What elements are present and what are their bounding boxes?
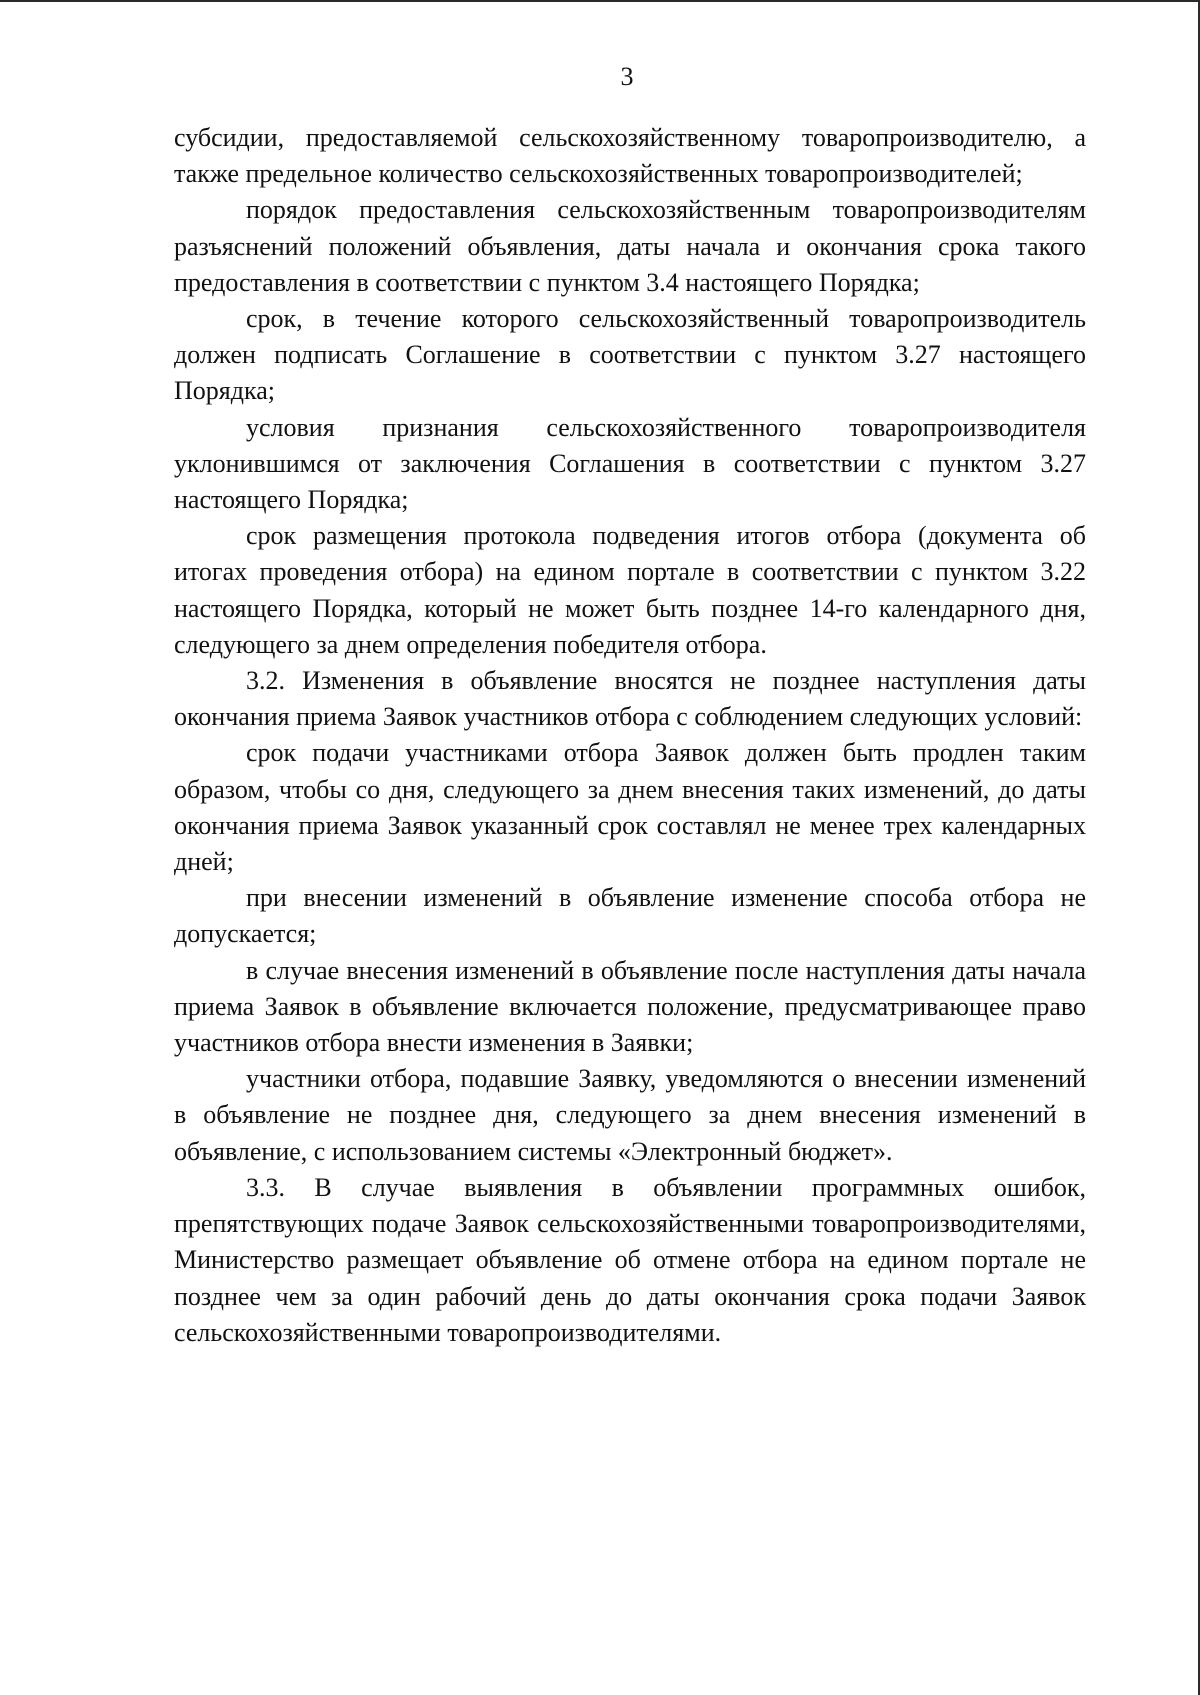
paragraph: порядок предоставления сельскохозяйственным товаропроизводителям разъяснений положений объявления, даты начала и окончания срока такого предоставления в соответствии с пунктом 3.4 настоящего Порядка; xyxy=(174,195,1086,297)
paragraph-section-3-2: 3.2. Изменения в объявление вносятся не позднее наступления даты окончания приема Заявок участников отбора с соблюдением следующих условий: xyxy=(174,666,1086,732)
document-body xyxy=(174,120,1086,1351)
paragraph: срок, в течение которого сельскохозяйственный товаропроизводитель должен подписать Соглашение в соответствии с пунктом 3.27 настоящего Порядка; xyxy=(174,304,1086,406)
paragraph: срок подачи участниками отбора Заявок должен быть продлен таким образом, чтобы со дня, следующего за днем внесения таких изменений, до даты окончания приема Заявок указанный срок составлял не менее трех календарных дней; xyxy=(174,738,1086,877)
paragraph: при внесении изменений в объявление изменение способа отбора не допускается; xyxy=(174,883,1086,949)
paragraph: условия признания сельскохозяйственного товаропроизводителя уклонившимся от заключения Соглашения в соответствии с пунктом 3.27 настоящего Порядка; xyxy=(174,412,1086,515)
paragraph: в случае внесения изменений в объявление после наступления даты начала приема Заявок в объявление включается положение, предусматривающее право участников отбора внести изменения в Заявки; xyxy=(174,955,1086,1058)
page-number: 3 xyxy=(620,62,634,91)
paragraph: субсидии, предоставляемой сельскохозяйственному товаропроизводителю, а также предельное количество сельскохозяйственных товаропроизводителей; xyxy=(174,123,1086,189)
paragraph-section-3-3: 3.3. В случае выявления в объявлении программных ошибок, препятствующих подаче Заявок сельскохозяйственными товаропроизводителями, Министерство размещает объявление об отмене отбора на едином портале не позднее чем за один рабочий день до даты окончания срока подачи Заявок сельскохозяйственными товаропроизводителями. xyxy=(174,1172,1086,1347)
paragraph: участники отбора, подавшие Заявку, уведомляются о внесении изменений в объявление не позднее дня, следующего за днем внесения изменений в объявление, с использованием системы «Электронный бюджет». xyxy=(174,1064,1086,1166)
paragraph: срок размещения протокола подведения итогов отбора (документа об итогах проведения отбора) на едином портале в соответствии с пунктом 3.22 настоящего Порядка, который не может быть позднее 14-го календарного дня, следующего за днем определения победителя отбора. xyxy=(174,521,1086,659)
